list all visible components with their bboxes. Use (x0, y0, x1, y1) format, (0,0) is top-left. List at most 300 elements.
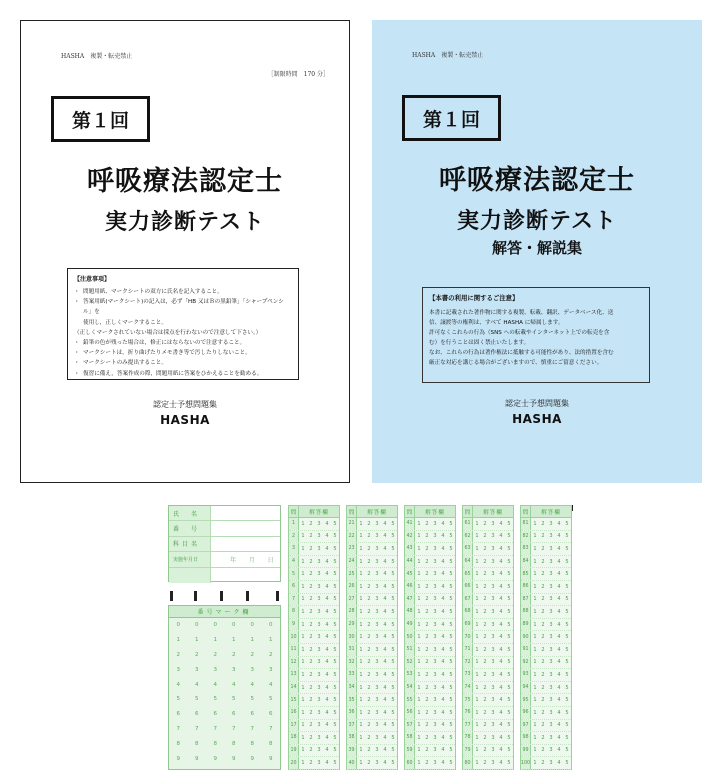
digit-bubble[interactable]: 4 (269, 681, 273, 688)
answer-bubble[interactable]: 4 (441, 634, 445, 641)
answer-bubble[interactable]: 1 (475, 608, 479, 615)
answer-bubble[interactable]: 5 (449, 583, 453, 590)
answer-bubble[interactable]: 1 (359, 545, 363, 552)
answer-bubble[interactable]: 4 (383, 533, 387, 540)
answer-bubble[interactable]: 3 (549, 634, 553, 641)
digit-bubble[interactable]: 3 (250, 666, 254, 673)
answer-bubble[interactable]: 1 (475, 533, 479, 540)
answer-bubble[interactable]: 4 (325, 722, 329, 729)
digit-bubble[interactable]: 0 (213, 622, 217, 629)
answer-bubble[interactable]: 5 (507, 734, 511, 741)
answer-bubble[interactable]: 1 (475, 571, 479, 578)
answer-bubble[interactable]: 1 (533, 646, 537, 653)
answer-bubble[interactable]: 3 (549, 646, 553, 653)
answer-bubble[interactable]: 2 (483, 571, 487, 578)
answer-bubble[interactable]: 1 (475, 520, 479, 527)
answer-bubble[interactable]: 4 (441, 697, 445, 704)
answer-bubble[interactable]: 4 (383, 558, 387, 565)
answer-bubble[interactable]: 4 (557, 760, 561, 767)
answer-bubble[interactable]: 2 (483, 734, 487, 741)
answer-bubble[interactable]: 4 (557, 747, 561, 754)
answer-bubble[interactable]: 1 (301, 583, 305, 590)
answer-bubble[interactable]: 4 (557, 520, 561, 527)
answer-bubble[interactable]: 2 (541, 684, 545, 691)
answer-bubble[interactable]: 3 (433, 684, 437, 691)
answer-bubble[interactable]: 2 (425, 646, 429, 653)
answer-bubble[interactable]: 3 (317, 760, 321, 767)
answer-bubble[interactable]: 2 (309, 659, 313, 666)
answer-bubble[interactable]: 4 (557, 634, 561, 641)
answer-bubble[interactable]: 5 (565, 583, 569, 590)
answer-bubble[interactable]: 5 (449, 545, 453, 552)
answer-bubble[interactable]: 1 (359, 608, 363, 615)
answer-bubble[interactable]: 1 (475, 747, 479, 754)
answer-bubble[interactable]: 2 (309, 760, 313, 767)
answer-bubble[interactable]: 1 (475, 634, 479, 641)
answer-bubble[interactable]: 4 (499, 520, 503, 527)
answer-bubble[interactable]: 4 (325, 520, 329, 527)
answer-bubble[interactable]: 3 (317, 659, 321, 666)
answer-bubble[interactable]: 5 (507, 545, 511, 552)
answer-bubble[interactable]: 4 (557, 659, 561, 666)
answer-bubble[interactable]: 2 (541, 709, 545, 716)
answer-bubble[interactable]: 2 (425, 583, 429, 590)
answer-bubble[interactable]: 3 (549, 747, 553, 754)
answer-bubble[interactable]: 2 (309, 558, 313, 565)
digit-bubble[interactable]: 6 (269, 711, 273, 718)
answer-bubble[interactable]: 5 (507, 671, 511, 678)
answer-bubble[interactable]: 4 (325, 760, 329, 767)
answer-bubble[interactable]: 1 (533, 571, 537, 578)
answer-bubble[interactable]: 5 (333, 671, 337, 678)
digit-bubble[interactable]: 1 (232, 637, 236, 644)
answer-bubble[interactable]: 4 (441, 659, 445, 666)
answer-bubble[interactable]: 4 (557, 621, 561, 628)
answer-bubble[interactable]: 3 (317, 520, 321, 527)
answer-bubble[interactable]: 4 (383, 747, 387, 754)
answer-bubble[interactable]: 4 (383, 760, 387, 767)
answer-bubble[interactable]: 3 (317, 571, 321, 578)
answer-bubble[interactable]: 3 (549, 558, 553, 565)
answer-bubble[interactable]: 3 (433, 533, 437, 540)
answer-bubble[interactable]: 5 (333, 533, 337, 540)
answer-bubble[interactable]: 1 (301, 722, 305, 729)
answer-bubble[interactable]: 4 (383, 659, 387, 666)
answer-bubble[interactable]: 1 (359, 520, 363, 527)
digit-bubble[interactable]: 5 (176, 696, 180, 703)
answer-bubble[interactable]: 1 (417, 734, 421, 741)
answer-bubble[interactable]: 4 (325, 734, 329, 741)
digit-bubble[interactable]: 4 (250, 681, 254, 688)
answer-bubble[interactable]: 3 (549, 734, 553, 741)
answer-bubble[interactable]: 1 (301, 659, 305, 666)
answer-bubble[interactable]: 4 (325, 608, 329, 615)
answer-bubble[interactable]: 5 (333, 608, 337, 615)
answer-bubble[interactable]: 5 (565, 709, 569, 716)
answer-bubble[interactable]: 5 (391, 760, 395, 767)
answer-bubble[interactable]: 1 (533, 659, 537, 666)
digit-bubble[interactable]: 2 (213, 651, 217, 658)
digit-bubble[interactable]: 5 (195, 696, 199, 703)
answer-bubble[interactable]: 3 (491, 558, 495, 565)
answer-bubble[interactable]: 5 (333, 583, 337, 590)
answer-bubble[interactable]: 4 (441, 583, 445, 590)
answer-bubble[interactable]: 5 (565, 596, 569, 603)
answer-bubble[interactable]: 1 (475, 734, 479, 741)
answer-bubble[interactable]: 4 (499, 583, 503, 590)
answer-bubble[interactable]: 4 (383, 722, 387, 729)
answer-bubble[interactable]: 2 (425, 697, 429, 704)
answer-bubble[interactable]: 1 (533, 583, 537, 590)
answer-bubble[interactable]: 4 (441, 709, 445, 716)
answer-bubble[interactable]: 3 (491, 747, 495, 754)
answer-bubble[interactable]: 4 (557, 722, 561, 729)
answer-bubble[interactable]: 3 (491, 583, 495, 590)
answer-bubble[interactable]: 5 (565, 571, 569, 578)
answer-bubble[interactable]: 3 (433, 596, 437, 603)
answer-bubble[interactable]: 2 (367, 583, 371, 590)
answer-bubble[interactable]: 4 (325, 571, 329, 578)
answer-bubble[interactable]: 1 (301, 734, 305, 741)
answer-bubble[interactable]: 4 (499, 659, 503, 666)
answer-bubble[interactable]: 4 (441, 747, 445, 754)
digit-bubble[interactable]: 3 (213, 666, 217, 673)
answer-bubble[interactable]: 4 (383, 520, 387, 527)
answer-bubble[interactable]: 1 (417, 634, 421, 641)
answer-bubble[interactable]: 5 (565, 634, 569, 641)
answer-bubble[interactable]: 5 (333, 634, 337, 641)
answer-bubble[interactable]: 4 (325, 596, 329, 603)
answer-bubble[interactable]: 1 (533, 558, 537, 565)
answer-bubble[interactable]: 5 (391, 596, 395, 603)
answer-bubble[interactable]: 5 (565, 697, 569, 704)
answer-bubble[interactable]: 2 (367, 558, 371, 565)
answer-bubble[interactable]: 1 (417, 571, 421, 578)
answer-bubble[interactable]: 5 (449, 734, 453, 741)
digit-bubble[interactable]: 6 (195, 711, 199, 718)
answer-bubble[interactable]: 2 (483, 659, 487, 666)
answer-bubble[interactable]: 4 (557, 734, 561, 741)
answer-bubble[interactable]: 5 (333, 646, 337, 653)
answer-bubble[interactable]: 2 (367, 760, 371, 767)
answer-bubble[interactable]: 2 (309, 684, 313, 691)
answer-bubble[interactable]: 4 (441, 520, 445, 527)
answer-bubble[interactable]: 2 (367, 520, 371, 527)
digit-bubble[interactable]: 6 (176, 711, 180, 718)
answer-bubble[interactable]: 3 (491, 646, 495, 653)
answer-bubble[interactable]: 3 (433, 671, 437, 678)
answer-bubble[interactable]: 3 (491, 722, 495, 729)
answer-bubble[interactable]: 4 (383, 621, 387, 628)
digit-bubble[interactable]: 4 (213, 681, 217, 688)
answer-bubble[interactable]: 1 (359, 583, 363, 590)
answer-bubble[interactable]: 2 (483, 621, 487, 628)
answer-bubble[interactable]: 2 (541, 545, 545, 552)
answer-bubble[interactable]: 2 (367, 545, 371, 552)
answer-bubble[interactable]: 2 (425, 671, 429, 678)
answer-bubble[interactable]: 2 (541, 596, 545, 603)
digit-bubble[interactable]: 7 (195, 725, 199, 732)
answer-bubble[interactable]: 5 (565, 684, 569, 691)
digit-bubble[interactable]: 5 (250, 696, 254, 703)
answer-bubble[interactable]: 1 (301, 646, 305, 653)
answer-bubble[interactable]: 1 (475, 722, 479, 729)
answer-bubble[interactable]: 5 (333, 709, 337, 716)
answer-bubble[interactable]: 1 (475, 697, 479, 704)
answer-bubble[interactable]: 1 (301, 571, 305, 578)
answer-bubble[interactable]: 4 (499, 533, 503, 540)
answer-bubble[interactable]: 4 (499, 671, 503, 678)
answer-bubble[interactable]: 3 (549, 671, 553, 678)
answer-bubble[interactable]: 5 (507, 520, 511, 527)
answer-bubble[interactable]: 2 (483, 760, 487, 767)
answer-bubble[interactable]: 3 (491, 734, 495, 741)
answer-bubble[interactable]: 2 (425, 659, 429, 666)
answer-bubble[interactable]: 5 (449, 747, 453, 754)
digit-bubble[interactable]: 8 (232, 740, 236, 747)
digit-bubble[interactable]: 4 (195, 681, 199, 688)
answer-bubble[interactable]: 3 (433, 558, 437, 565)
answer-bubble[interactable]: 2 (309, 747, 313, 754)
answer-bubble[interactable]: 3 (317, 634, 321, 641)
answer-bubble[interactable]: 1 (533, 520, 537, 527)
answer-bubble[interactable]: 2 (541, 747, 545, 754)
answer-bubble[interactable]: 2 (367, 747, 371, 754)
answer-bubble[interactable]: 2 (425, 634, 429, 641)
answer-bubble[interactable]: 3 (549, 545, 553, 552)
answer-bubble[interactable]: 3 (317, 722, 321, 729)
digit-bubble[interactable]: 7 (232, 725, 236, 732)
answer-bubble[interactable]: 4 (325, 545, 329, 552)
answer-bubble[interactable]: 1 (417, 684, 421, 691)
answer-bubble[interactable]: 5 (449, 671, 453, 678)
answer-bubble[interactable]: 5 (449, 659, 453, 666)
answer-bubble[interactable]: 5 (391, 734, 395, 741)
answer-bubble[interactable]: 3 (375, 684, 379, 691)
answer-bubble[interactable]: 3 (491, 520, 495, 527)
answer-bubble[interactable]: 2 (541, 571, 545, 578)
answer-bubble[interactable]: 3 (317, 621, 321, 628)
digit-bubble[interactable]: 2 (250, 651, 254, 658)
answer-bubble[interactable]: 1 (533, 709, 537, 716)
answer-bubble[interactable]: 2 (483, 747, 487, 754)
answer-bubble[interactable]: 4 (383, 545, 387, 552)
answer-bubble[interactable]: 2 (309, 697, 313, 704)
answer-bubble[interactable]: 4 (383, 583, 387, 590)
answer-bubble[interactable]: 4 (441, 734, 445, 741)
answer-bubble[interactable]: 2 (541, 621, 545, 628)
answer-bubble[interactable]: 1 (359, 533, 363, 540)
digit-bubble[interactable]: 1 (250, 637, 254, 644)
answer-bubble[interactable]: 3 (491, 621, 495, 628)
answer-bubble[interactable]: 2 (367, 621, 371, 628)
answer-bubble[interactable]: 5 (449, 709, 453, 716)
digit-bubble[interactable]: 7 (176, 725, 180, 732)
answer-bubble[interactable]: 3 (549, 659, 553, 666)
answer-bubble[interactable]: 1 (533, 734, 537, 741)
answer-bubble[interactable]: 2 (425, 709, 429, 716)
answer-bubble[interactable]: 4 (557, 571, 561, 578)
answer-bubble[interactable]: 1 (533, 621, 537, 628)
answer-bubble[interactable]: 3 (491, 634, 495, 641)
answer-bubble[interactable]: 4 (441, 621, 445, 628)
answer-bubble[interactable]: 3 (375, 545, 379, 552)
answer-bubble[interactable]: 3 (317, 671, 321, 678)
answer-bubble[interactable]: 2 (425, 722, 429, 729)
answer-bubble[interactable]: 1 (417, 608, 421, 615)
digit-bubble[interactable]: 2 (176, 651, 180, 658)
answer-bubble[interactable]: 1 (417, 558, 421, 565)
answer-bubble[interactable]: 5 (449, 697, 453, 704)
answer-bubble[interactable]: 5 (333, 734, 337, 741)
answer-bubble[interactable]: 3 (317, 747, 321, 754)
answer-bubble[interactable]: 3 (549, 684, 553, 691)
digit-bubble[interactable]: 2 (195, 651, 199, 658)
answer-bubble[interactable]: 2 (309, 621, 313, 628)
answer-bubble[interactable]: 1 (475, 596, 479, 603)
answer-bubble[interactable]: 2 (483, 709, 487, 716)
answer-bubble[interactable]: 5 (565, 747, 569, 754)
answer-bubble[interactable]: 4 (499, 734, 503, 741)
answer-bubble[interactable]: 5 (333, 558, 337, 565)
answer-bubble[interactable]: 1 (417, 520, 421, 527)
answer-bubble[interactable]: 2 (483, 697, 487, 704)
digit-bubble[interactable]: 8 (213, 740, 217, 747)
answer-bubble[interactable]: 5 (391, 646, 395, 653)
answer-bubble[interactable]: 5 (507, 684, 511, 691)
answer-bubble[interactable]: 2 (309, 709, 313, 716)
answer-bubble[interactable]: 5 (507, 747, 511, 754)
answer-bubble[interactable]: 3 (491, 571, 495, 578)
answer-bubble[interactable]: 5 (449, 558, 453, 565)
digit-bubble[interactable]: 5 (269, 696, 273, 703)
answer-bubble[interactable]: 3 (433, 697, 437, 704)
answer-bubble[interactable]: 4 (325, 558, 329, 565)
answer-bubble[interactable]: 1 (359, 634, 363, 641)
answer-bubble[interactable]: 4 (383, 684, 387, 691)
answer-bubble[interactable]: 1 (475, 558, 479, 565)
answer-bubble[interactable]: 1 (301, 709, 305, 716)
answer-bubble[interactable]: 5 (333, 760, 337, 767)
answer-bubble[interactable]: 4 (499, 558, 503, 565)
answer-bubble[interactable]: 4 (383, 671, 387, 678)
answer-bubble[interactable]: 5 (391, 709, 395, 716)
answer-bubble[interactable]: 3 (433, 722, 437, 729)
answer-bubble[interactable]: 2 (367, 697, 371, 704)
answer-bubble[interactable]: 2 (483, 646, 487, 653)
digit-bubble[interactable]: 0 (195, 622, 199, 629)
answer-bubble[interactable]: 5 (333, 659, 337, 666)
answer-bubble[interactable]: 5 (391, 697, 395, 704)
answer-bubble[interactable]: 2 (425, 533, 429, 540)
answer-bubble[interactable]: 5 (565, 533, 569, 540)
answer-bubble[interactable]: 1 (301, 684, 305, 691)
answer-bubble[interactable]: 1 (533, 697, 537, 704)
answer-bubble[interactable]: 3 (549, 760, 553, 767)
answer-bubble[interactable]: 5 (391, 671, 395, 678)
answer-bubble[interactable]: 5 (449, 722, 453, 729)
answer-bubble[interactable]: 1 (533, 608, 537, 615)
answer-bubble[interactable]: 4 (325, 646, 329, 653)
answer-bubble[interactable]: 1 (417, 697, 421, 704)
answer-bubble[interactable]: 2 (541, 608, 545, 615)
answer-bubble[interactable]: 4 (499, 760, 503, 767)
answer-bubble[interactable]: 1 (533, 684, 537, 691)
answer-bubble[interactable]: 1 (475, 583, 479, 590)
answer-bubble[interactable]: 3 (375, 760, 379, 767)
answer-bubble[interactable]: 1 (359, 671, 363, 678)
answer-bubble[interactable]: 4 (325, 659, 329, 666)
answer-bubble[interactable]: 5 (333, 684, 337, 691)
answer-bubble[interactable]: 2 (483, 545, 487, 552)
answer-bubble[interactable]: 1 (359, 571, 363, 578)
answer-bubble[interactable]: 4 (441, 533, 445, 540)
answer-bubble[interactable]: 2 (483, 671, 487, 678)
answer-bubble[interactable]: 1 (533, 722, 537, 729)
answer-bubble[interactable]: 2 (367, 659, 371, 666)
answer-bubble[interactable]: 3 (317, 596, 321, 603)
answer-bubble[interactable]: 2 (541, 533, 545, 540)
answer-bubble[interactable]: 5 (507, 533, 511, 540)
answer-bubble[interactable]: 5 (565, 734, 569, 741)
answer-bubble[interactable]: 3 (375, 520, 379, 527)
answer-bubble[interactable]: 4 (441, 596, 445, 603)
answer-bubble[interactable]: 5 (507, 571, 511, 578)
digit-bubble[interactable]: 8 (269, 740, 273, 747)
answer-bubble[interactable]: 3 (375, 608, 379, 615)
answer-bubble[interactable]: 2 (367, 709, 371, 716)
answer-bubble[interactable]: 3 (375, 634, 379, 641)
answer-bubble[interactable]: 1 (359, 734, 363, 741)
answer-bubble[interactable]: 2 (425, 760, 429, 767)
answer-bubble[interactable]: 2 (483, 684, 487, 691)
answer-bubble[interactable]: 4 (499, 608, 503, 615)
answer-bubble[interactable]: 2 (367, 684, 371, 691)
answer-bubble[interactable]: 2 (367, 634, 371, 641)
answer-bubble[interactable]: 5 (449, 684, 453, 691)
answer-bubble[interactable]: 1 (475, 684, 479, 691)
answer-bubble[interactable]: 2 (425, 684, 429, 691)
answer-bubble[interactable]: 5 (333, 596, 337, 603)
answer-bubble[interactable]: 4 (499, 722, 503, 729)
answer-bubble[interactable]: 2 (541, 734, 545, 741)
answer-bubble[interactable]: 3 (433, 571, 437, 578)
answer-bubble[interactable]: 2 (425, 608, 429, 615)
answer-bubble[interactable]: 2 (541, 520, 545, 527)
answer-bubble[interactable]: 1 (301, 608, 305, 615)
answer-bubble[interactable]: 3 (433, 760, 437, 767)
answer-bubble[interactable]: 2 (367, 608, 371, 615)
answer-bubble[interactable]: 3 (317, 684, 321, 691)
answer-bubble[interactable]: 4 (499, 545, 503, 552)
answer-bubble[interactable]: 1 (301, 760, 305, 767)
answer-bubble[interactable]: 5 (333, 697, 337, 704)
answer-bubble[interactable]: 3 (375, 659, 379, 666)
answer-bubble[interactable]: 2 (425, 596, 429, 603)
answer-bubble[interactable]: 4 (557, 545, 561, 552)
answer-bubble[interactable]: 4 (383, 646, 387, 653)
answer-bubble[interactable]: 5 (391, 747, 395, 754)
answer-bubble[interactable]: 1 (475, 671, 479, 678)
answer-bubble[interactable]: 4 (383, 571, 387, 578)
answer-bubble[interactable]: 3 (317, 545, 321, 552)
answer-bubble[interactable]: 1 (359, 558, 363, 565)
answer-bubble[interactable]: 2 (309, 545, 313, 552)
answer-bubble[interactable]: 5 (391, 533, 395, 540)
answer-bubble[interactable]: 2 (541, 722, 545, 729)
answer-bubble[interactable]: 2 (541, 646, 545, 653)
answer-bubble[interactable]: 4 (325, 747, 329, 754)
